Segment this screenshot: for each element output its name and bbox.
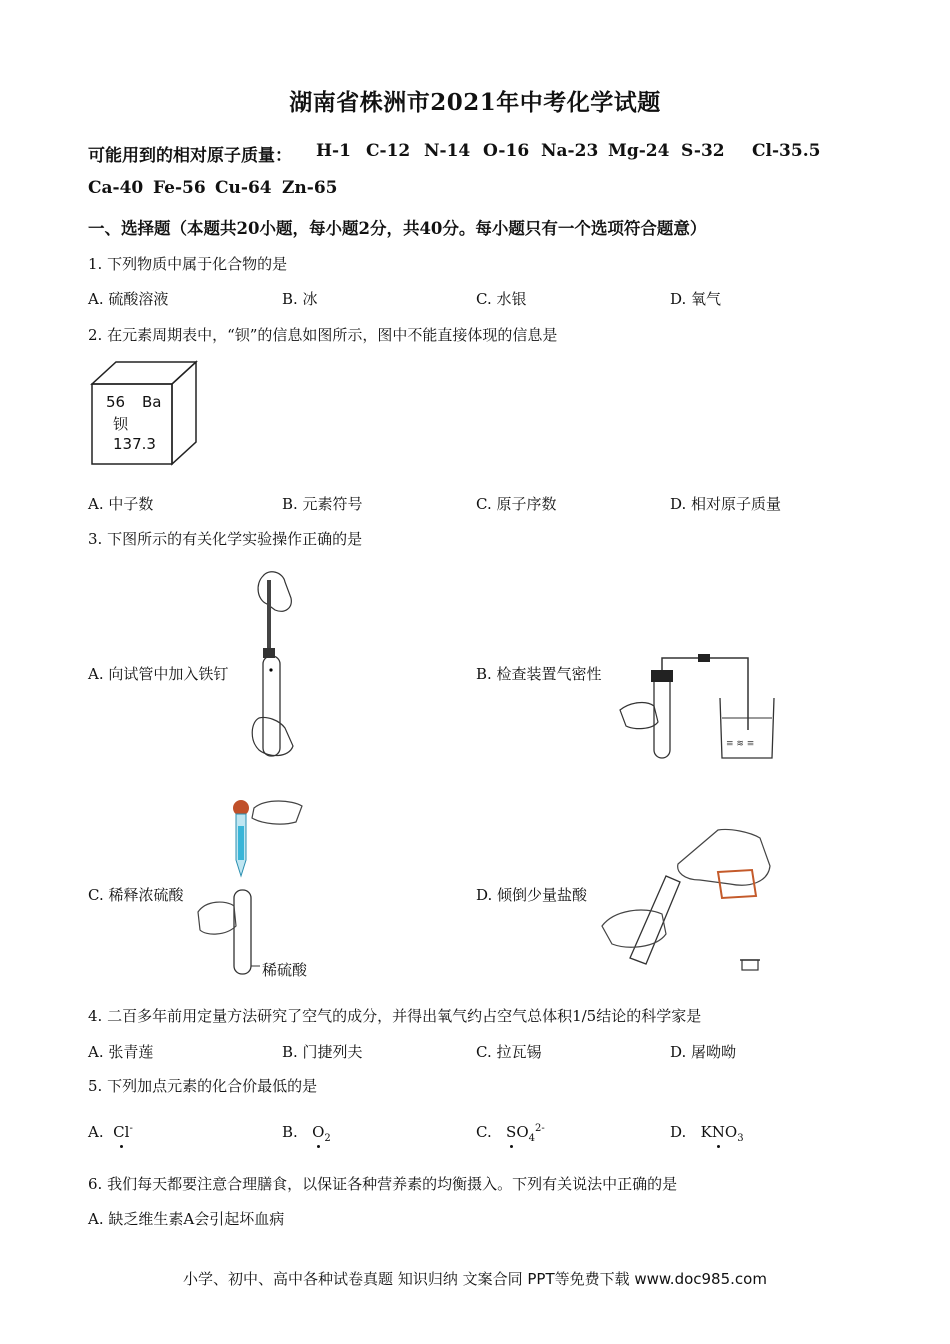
q2-option-d: D. 相对原子质量 <box>670 495 782 513</box>
mass-na: Na-23 <box>541 141 599 161</box>
q6-option-a: A. 缺乏维生素A会引起坏血病 <box>88 1210 285 1228</box>
mass-mg: Mg-24 <box>608 141 670 161</box>
q2-option-a: A. 中子数 <box>88 495 154 513</box>
q4-option-a: A. 张青莲 <box>88 1043 154 1061</box>
pouring-acid-figure <box>600 826 780 976</box>
q5-d-prefix: D. <box>670 1123 687 1141</box>
q3-option-c: C. 稀释浓硫酸 <box>88 886 184 904</box>
q5-option-b <box>282 1123 331 1144</box>
mass-fe: Fe-56 <box>153 178 206 198</box>
element-number: 56 <box>106 393 126 411</box>
q5-c-prefix: C. <box>476 1123 492 1141</box>
q5-c-sub: 4 <box>528 1133 535 1144</box>
q5-option-a <box>88 1123 133 1141</box>
page-footer: 小学、初中、高中各种试卷真题 知识归纳 文案合同 PPT等免费下载 www.doc985.com <box>183 1270 767 1288</box>
q2-stem: 2. 在元素周期表中，“钡”的信息如图所示，图中不能直接体现的信息是 <box>88 326 558 344</box>
mass-c: C-12 <box>366 141 411 161</box>
q5-a-prefix: A. <box>88 1123 104 1141</box>
q5-c-rest: O <box>516 1123 529 1141</box>
q1-option-b: B. 冰 <box>282 290 318 308</box>
mass-zn: Zn-65 <box>282 178 338 198</box>
element-name: 钡 <box>113 415 129 433</box>
q5-a-element: Cl <box>113 1123 130 1141</box>
q2-option-b: B. 元素符号 <box>282 495 363 513</box>
mass-h: H-1 <box>316 141 351 161</box>
svg-text:≡ ≋ ≡: ≡ ≋ ≡ <box>726 739 755 749</box>
q4-option-c: C. 拉瓦锡 <box>476 1043 542 1061</box>
diluting-acid-figure <box>196 796 306 946</box>
mass-cu: Cu-64 <box>215 178 272 198</box>
q5-d-rest: O <box>724 1123 738 1141</box>
q1-option-d: D. 氧气 <box>670 290 722 308</box>
q5-option-c <box>476 1123 545 1144</box>
q5-d-pre: K <box>700 1123 712 1141</box>
atomic-mass-label: 可能用到的相对原子质量： <box>88 146 292 166</box>
q3-option-a: A. 向试管中加入铁钉 <box>88 665 229 683</box>
mass-s: S-32 <box>681 141 725 161</box>
element-symbol: Ba <box>142 393 162 411</box>
mass-n: N-14 <box>424 141 471 161</box>
q4-stem: 4. 二百多年前用定量方法研究了空气的成分，并得出氧气约占空气总体积1/5结论的科学家是 <box>88 1007 702 1025</box>
q3-stem: 3. 下图所示的有关化学实验操作正确的是 <box>88 530 363 548</box>
q1-stem: 1. 下列物质中属于化合物的是 <box>88 255 288 273</box>
element-mass: 137.3 <box>113 435 156 453</box>
q3-option-b: B. 检查装置气密性 <box>476 665 602 683</box>
q1-option-c: C. 水银 <box>476 290 527 308</box>
adding-nail-figure <box>245 570 305 760</box>
page-title: 湖南省株洲市2021年中考化学试题 <box>289 89 661 116</box>
q5-b-element: O <box>312 1123 325 1141</box>
mass-ca: Ca-40 <box>88 178 144 198</box>
q2-option-c: C. 原子序数 <box>476 495 557 513</box>
q5-b-prefix: B. <box>282 1123 298 1141</box>
q5-option-d <box>670 1123 744 1144</box>
q5-a-charge: - <box>129 1123 133 1134</box>
q4-option-d: D. 屠呦呦 <box>670 1043 737 1061</box>
q5-d-sub: 3 <box>737 1133 744 1144</box>
q5-b-sub: 2 <box>324 1133 331 1144</box>
mass-o: O-16 <box>483 141 530 161</box>
q1-option-a: A. 硫酸溶液 <box>88 290 169 308</box>
q4-option-b: B. 门捷列夫 <box>282 1043 363 1061</box>
q5-c-element: S <box>506 1123 517 1141</box>
q6-stem: 6. 我们每天都要注意合理膳食，以保证各种营养素的均衡摄入。下列有关说法中正确的是 <box>88 1175 678 1193</box>
q5-stem: 5. 下列加点元素的化合价最低的是 <box>88 1077 318 1095</box>
q5-c-charge: 2- <box>535 1123 545 1134</box>
mass-cl: Cl-35.5 <box>752 141 821 161</box>
section-heading: 一、选择题（本题共20小题，每小题2分，共40分。每小题只有一个选项符合题意） <box>88 219 707 238</box>
q5-d-element: N <box>711 1123 725 1141</box>
airtightness-figure <box>618 650 778 760</box>
q3-option-d: D. 倾倒少量盐酸 <box>476 886 588 904</box>
dilute-acid-label: 稀硫酸 <box>262 961 308 979</box>
